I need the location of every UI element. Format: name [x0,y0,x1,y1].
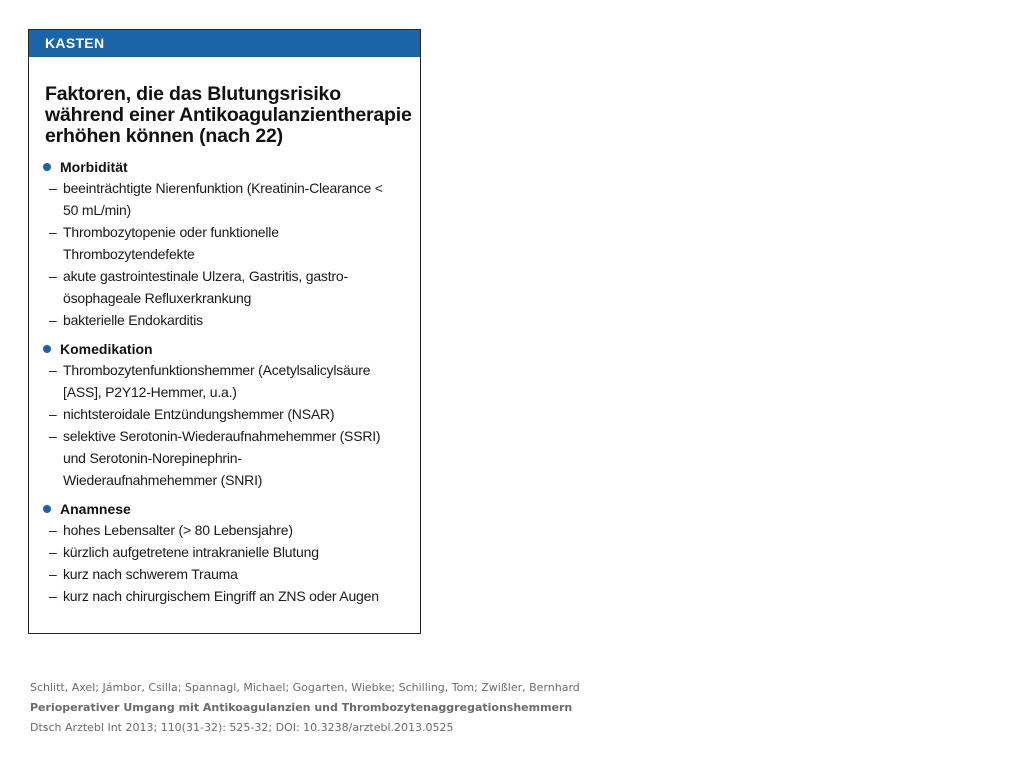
list-item: – kurz nach schwerem Trauma [49,563,393,585]
list-item: – nichtsteroidale Entzündungshemmer (NSAR) [49,403,393,425]
list-item: – selektive Serotonin-Wiederaufnahmehemmer (SSRI) und Serotonin-Norepinephrin-Wiederaufnahmehemmer (SNRI) [49,425,393,491]
section-morbiditaet [43,157,420,331]
citation [30,678,580,738]
section-heading: Anamnese [60,501,131,517]
box-title: Faktoren, die das Blutungsrisiko während einer Antikoagulanzientherapie erhöhen können (nach 22) [45,83,412,147]
list-item: – Thrombozytenfunktionshemmer (Acetylsalicylsäure [ASS], P2Y12-Hemmer, u.a.) [49,359,393,403]
section-items [43,519,420,607]
list-item: – hohes Lebensalter (> 80 Lebensjahre) [49,519,393,541]
bullet-icon [43,163,51,171]
section-items [43,177,420,331]
section-heading: Morbidität [60,159,128,175]
citation-authors: Schlitt, Axel; Jámbor, Csilla; Spannagl, Michael; Gogarten, Wiebke; Schilling, Tom; Zwißler, Bernhard [30,681,580,694]
list-item: – kürzlich aufgetretene intrakranielle Blutung [49,541,393,563]
box-sections [43,157,420,607]
box-header: KASTEN [29,30,420,57]
list-item: – akute gastrointestinale Ulzera, Gastritis, gastro-ösophageale Refluxerkrankung [49,265,393,309]
section-anamnese [43,499,420,607]
bullet-icon [43,505,51,513]
list-item: – beeinträchtigte Nierenfunktion (Kreatinin-Clearance < 50 mL/min) [49,177,393,221]
info-box [28,29,421,634]
list-item: – Thrombozytopenie oder funktionelle Thrombozytendefekte [49,221,393,265]
citation-source: Dtsch Arztebl Int 2013; 110(31-32): 525-32; DOI: 10.3238/arztebl.2013.0525 [30,721,454,734]
section-items [43,359,420,491]
list-item: – bakterielle Endokarditis [49,309,393,331]
section-heading: Komedikation [60,341,153,357]
bullet-icon [43,345,51,353]
section-komedikation [43,339,420,491]
citation-title: Perioperativer Umgang mit Antikoagulanzien und Thrombozytenaggregationshemmern [30,701,573,714]
list-item: – kurz nach chirurgischem Eingriff an ZNS oder Augen [49,585,393,607]
